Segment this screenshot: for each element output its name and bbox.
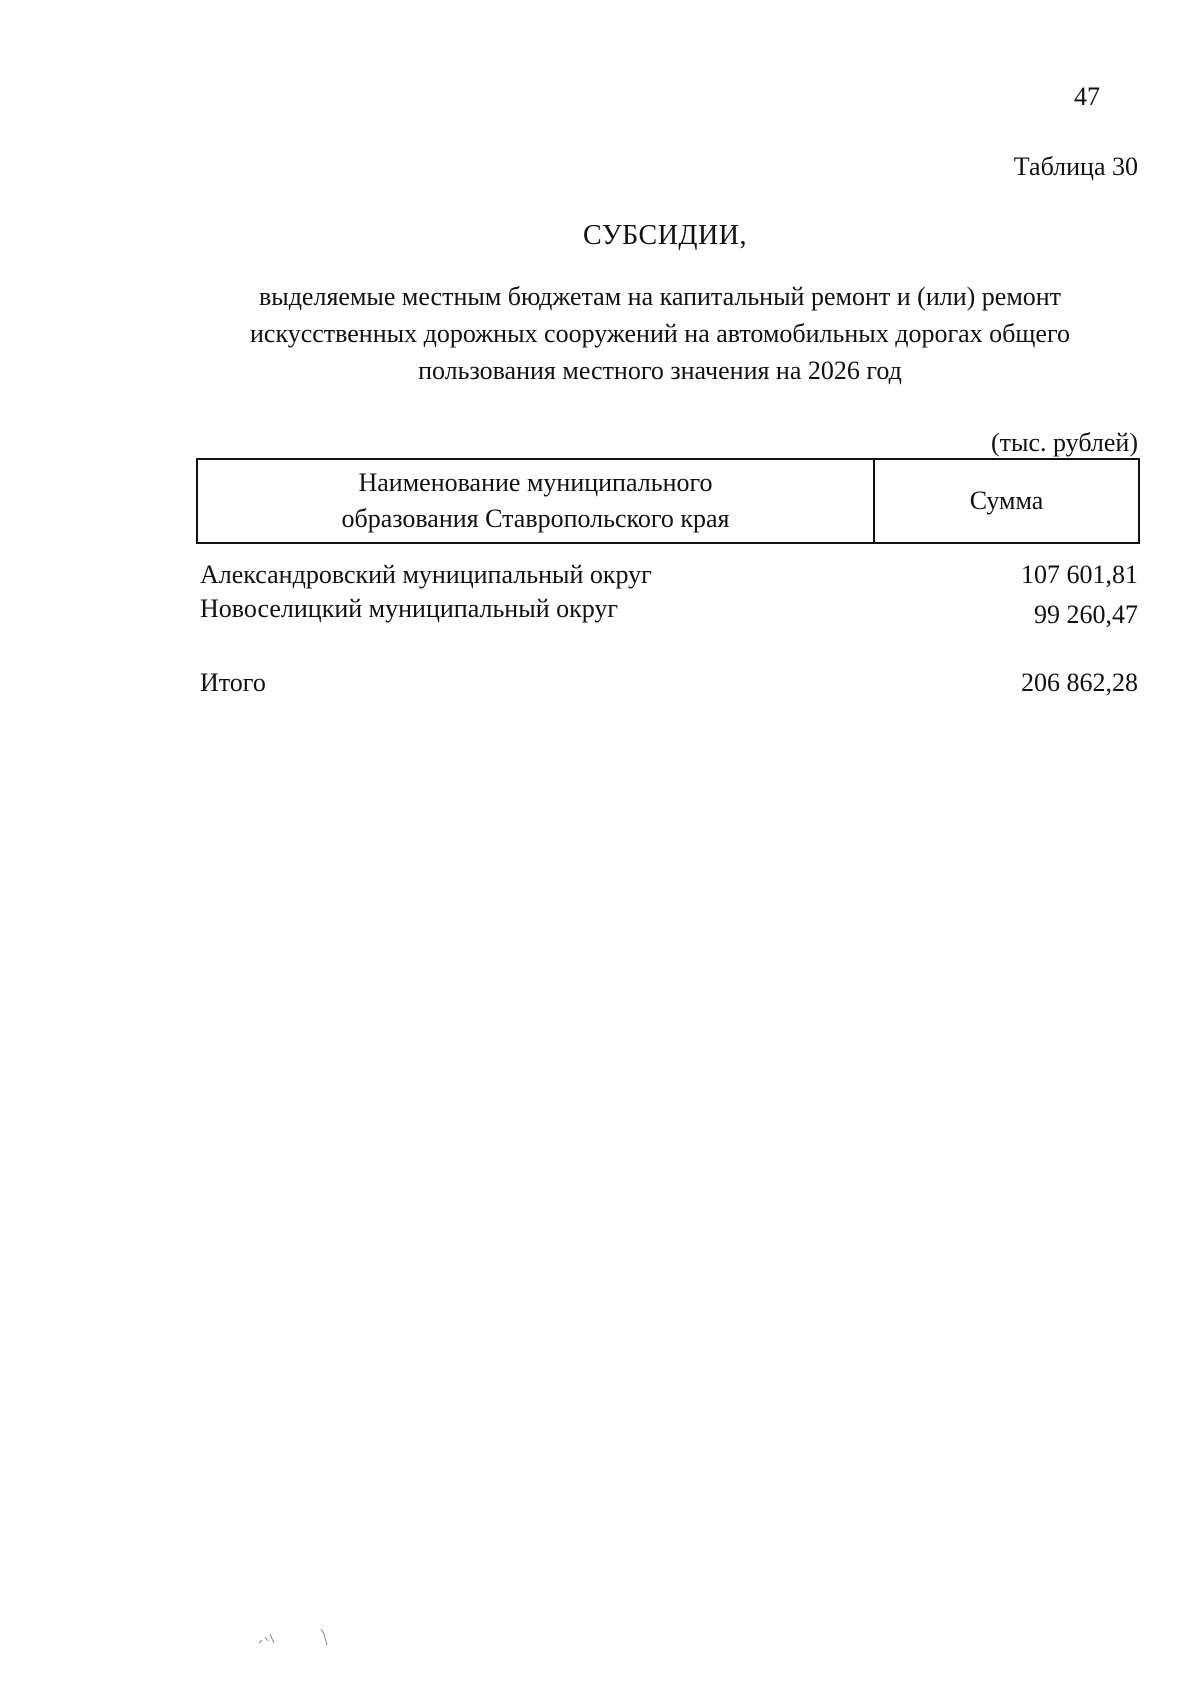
units-label: (тыс. рублей) bbox=[990, 428, 1138, 457]
subtitle-line: искусственных дорожных сооружений на автомобильных дорогах общего bbox=[249, 319, 1070, 348]
header-sum-column: Сумма bbox=[969, 486, 1044, 515]
row-municipality-name: Новоселицкий муниципальный округ bbox=[200, 594, 619, 623]
header-name-line: образования Ставропольского края bbox=[341, 504, 730, 533]
scan-specks bbox=[255, 1625, 335, 1649]
header-name-line: Наименование муниципального bbox=[358, 468, 713, 497]
total-amount: 206 862,28 bbox=[1021, 668, 1138, 697]
subtitle-line: выделяемые местным бюджетам на капитальный ремонт и (или) ремонт bbox=[258, 282, 1062, 311]
table-label: Таблица 30 bbox=[1013, 152, 1138, 181]
row-amount: 107 601,81 bbox=[1021, 560, 1138, 589]
total-label: Итого bbox=[200, 668, 266, 697]
row-amount: 99 260,47 bbox=[1034, 600, 1138, 629]
page-number: 47 bbox=[1074, 82, 1100, 111]
subtitle-line: пользования местного значения на 2026 год bbox=[418, 356, 902, 385]
total-row bbox=[200, 668, 1138, 698]
document-subtitle bbox=[180, 278, 1140, 389]
table-row bbox=[200, 560, 1138, 590]
row-municipality-name: Александровский муниципальный округ bbox=[200, 560, 652, 589]
table-row bbox=[200, 594, 1138, 630]
header-name-column bbox=[198, 460, 875, 542]
document-title: СУБСИДИИ, bbox=[583, 220, 747, 251]
table-header bbox=[196, 458, 1140, 544]
